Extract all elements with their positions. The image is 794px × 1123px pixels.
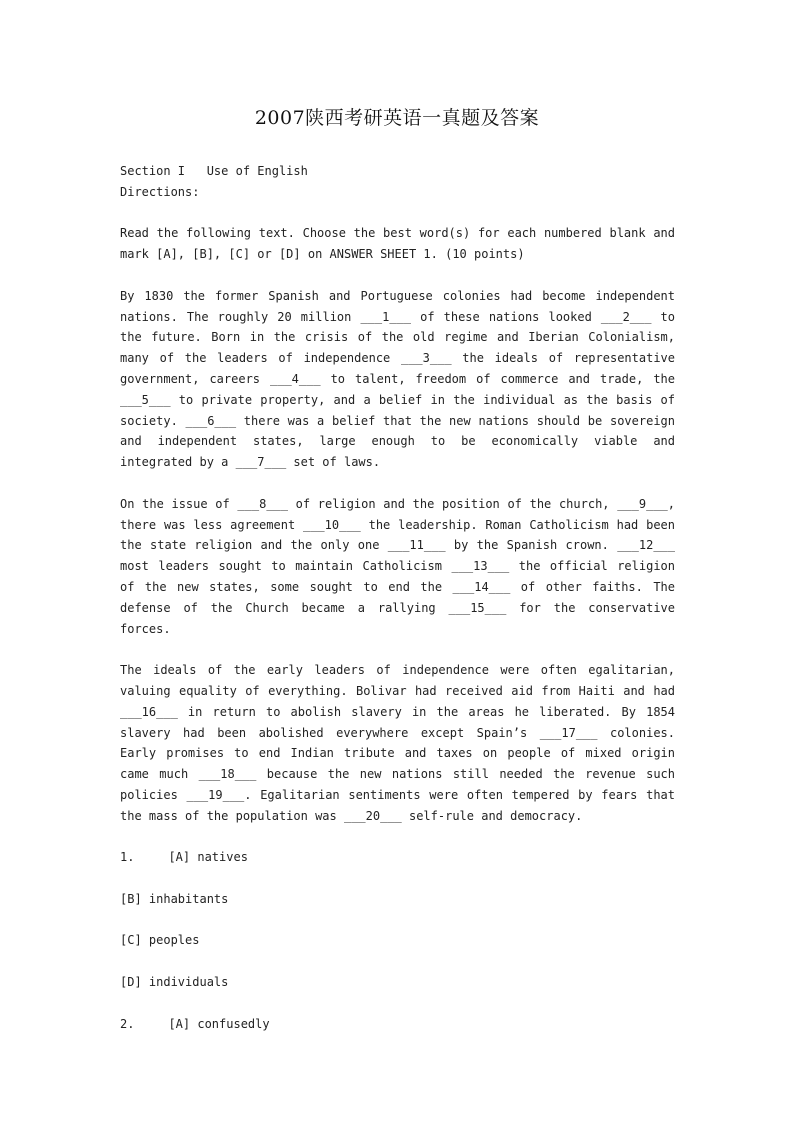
page-title: 2007陕西考研英语一真题及答案	[254, 107, 540, 129]
document-body	[120, 161, 675, 1034]
question-number: 1.	[120, 850, 135, 865]
section-heading: Section I Use of English	[120, 164, 308, 178]
question-1-option-a-line	[120, 847, 675, 868]
question-2-option-a-line	[120, 1014, 675, 1035]
question-1-option-b: [B] inhabitants	[120, 891, 229, 906]
option-a: [A] natives	[168, 850, 248, 865]
question-1-option-d: [D] individuals	[120, 975, 229, 990]
passage-paragraph-3: The ideals of the early leaders of independence were often egalitarian, valuing equality of everything. Bolivar had received aid from Haiti and had ___16___ in return to abolish slavery in the areas he liberated. By 1854 slavery had been abolished everywhere except Spain’s ___17___ colonies. Early promises to end Indian tribute and taxes on people of mixed origin came much ___18___ because the new nations still needed the revenue such policies ___19___. Egalitarian sentiments were often tempered by fears that the mass of the population was ___20___ self-rule and democracy.	[120, 663, 675, 823]
passage-paragraph-1: By 1830 the former Spanish and Portuguese colonies had become independent nations. The roughly 20 million ___1___ of these nations looked ___2___ to the future. Born in the crisis of the old regime and Iberian Colonialism, many of the leaders of independence ___3___ the ideals of representative government, careers ___4___ to talent, freedom of commerce and trade, the ___5___ to private property, and a belief in the individual as the basis of society. ___6___ there was a belief that the new nations should be sovereign and independent states, large enough to be economically viable and integrated by a ___7___ set of laws.	[120, 288, 675, 470]
option-a: [A] confusedly	[168, 1016, 270, 1031]
question-1-option-c: [C] peoples	[120, 933, 200, 948]
passage-paragraph-2: On the issue of ___8___ of religion and the position of the church, ___9___, there was less agreement ___10___ the leadership. Roman Catholicism had been the state religion and the only one ___11___ by the Spanish crown. ___12___ most leaders sought to maintain Catholicism ___13___ the official religion of the new states, some sought to end the ___14___ of other faiths. The defense of the Church became a rallying ___15___ for the conservative forces.	[120, 496, 675, 636]
directions-text: Read the following text. Choose the best word(s) for each numbered blank and mark [A], [B], [C] or [D] on ANSWER SHEET 1. (10 points)	[120, 226, 675, 262]
directions-label: Directions:	[120, 184, 200, 199]
question-number: 2.	[120, 1016, 135, 1031]
